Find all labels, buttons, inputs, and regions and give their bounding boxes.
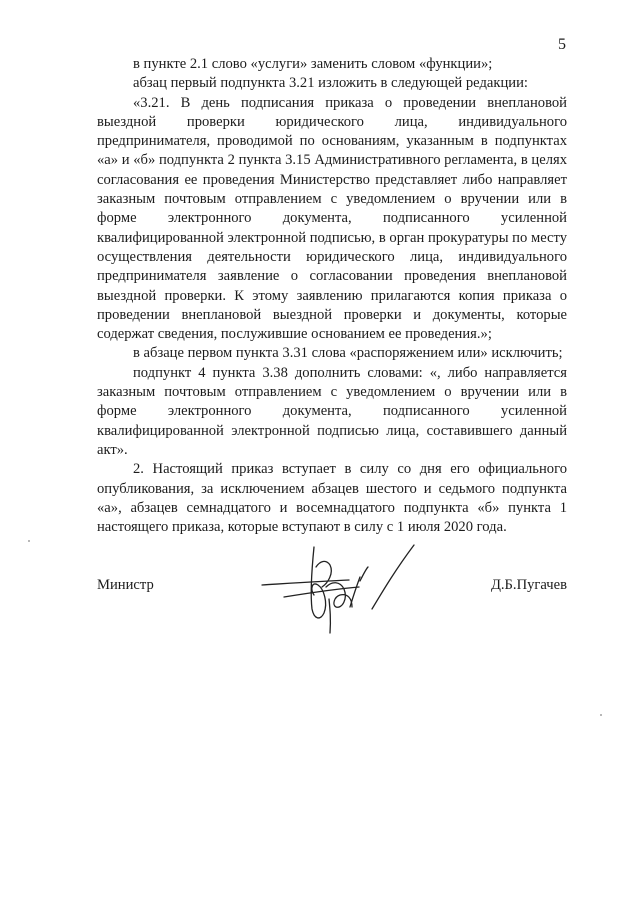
- signer-name: Д.Б.Пугачев: [490, 577, 567, 593]
- paragraph: в пункте 2.1 слово «услуги» заменить словом «функции»;: [133, 56, 493, 72]
- paragraph: 2. Настоящий приказ вступает в силу со дня его официального опубликования, за исключением абзацев шестого и седьмого подпункта «а», абзацев семнадцатого и восемнадцатого подпункта «б» пункта 1 настоящего приказа, которые вступают в силу с 1 июля 2020 года.: [97, 461, 567, 536]
- paragraph: абзац первый подпункта 3.21 изложить в следующей редакции:: [133, 75, 528, 92]
- signer-title: Министр: [97, 577, 154, 593]
- scan-artifact: [600, 714, 602, 716]
- paragraph: «3.21. В день подписания приказа о проведении внеплановой выездной проверки юридического лица, индивидуального предпринимателя, проводимой по основаниям, указанным в подпунктах «а» и «б» подпункта 2 пункта 3.15 Административного регламента, в целях согласования ее проведения Министерство представляет либо направляет заказным почтовым отправлением с уведомлением о вручении или в форме электронного документа, подписанного усиленной квалифицированной электронной подписью, в орган прокуратуры по месту осуществления деятельности юридического лица, индивидуального предпринимателя заявление о согласовании проведения внеплановой выездной проверки. К этому заявлению прилагаются копия приказа о проведении внеплановой выездной проверки и документы, которые содержат сведения, послужившие основанием ее проведения.»;: [97, 94, 567, 343]
- page-number: 5: [558, 36, 566, 53]
- document-body: [97, 55, 567, 537]
- scan-artifact: [28, 540, 30, 542]
- paragraph: подпункт 4 пункта 3.38 дополнить словами: «, либо направляется заказным почтовым отправлением с уведомлением о вручении или в форме электронного документа, подписанного усиленной квалифицированной электронной подписью лица, составившего данный акт».: [97, 364, 567, 458]
- paragraph: в абзаце первом пункта 3.31 слова «распоряжением или» исключить;: [133, 345, 563, 362]
- handwritten-signature: [254, 537, 424, 637]
